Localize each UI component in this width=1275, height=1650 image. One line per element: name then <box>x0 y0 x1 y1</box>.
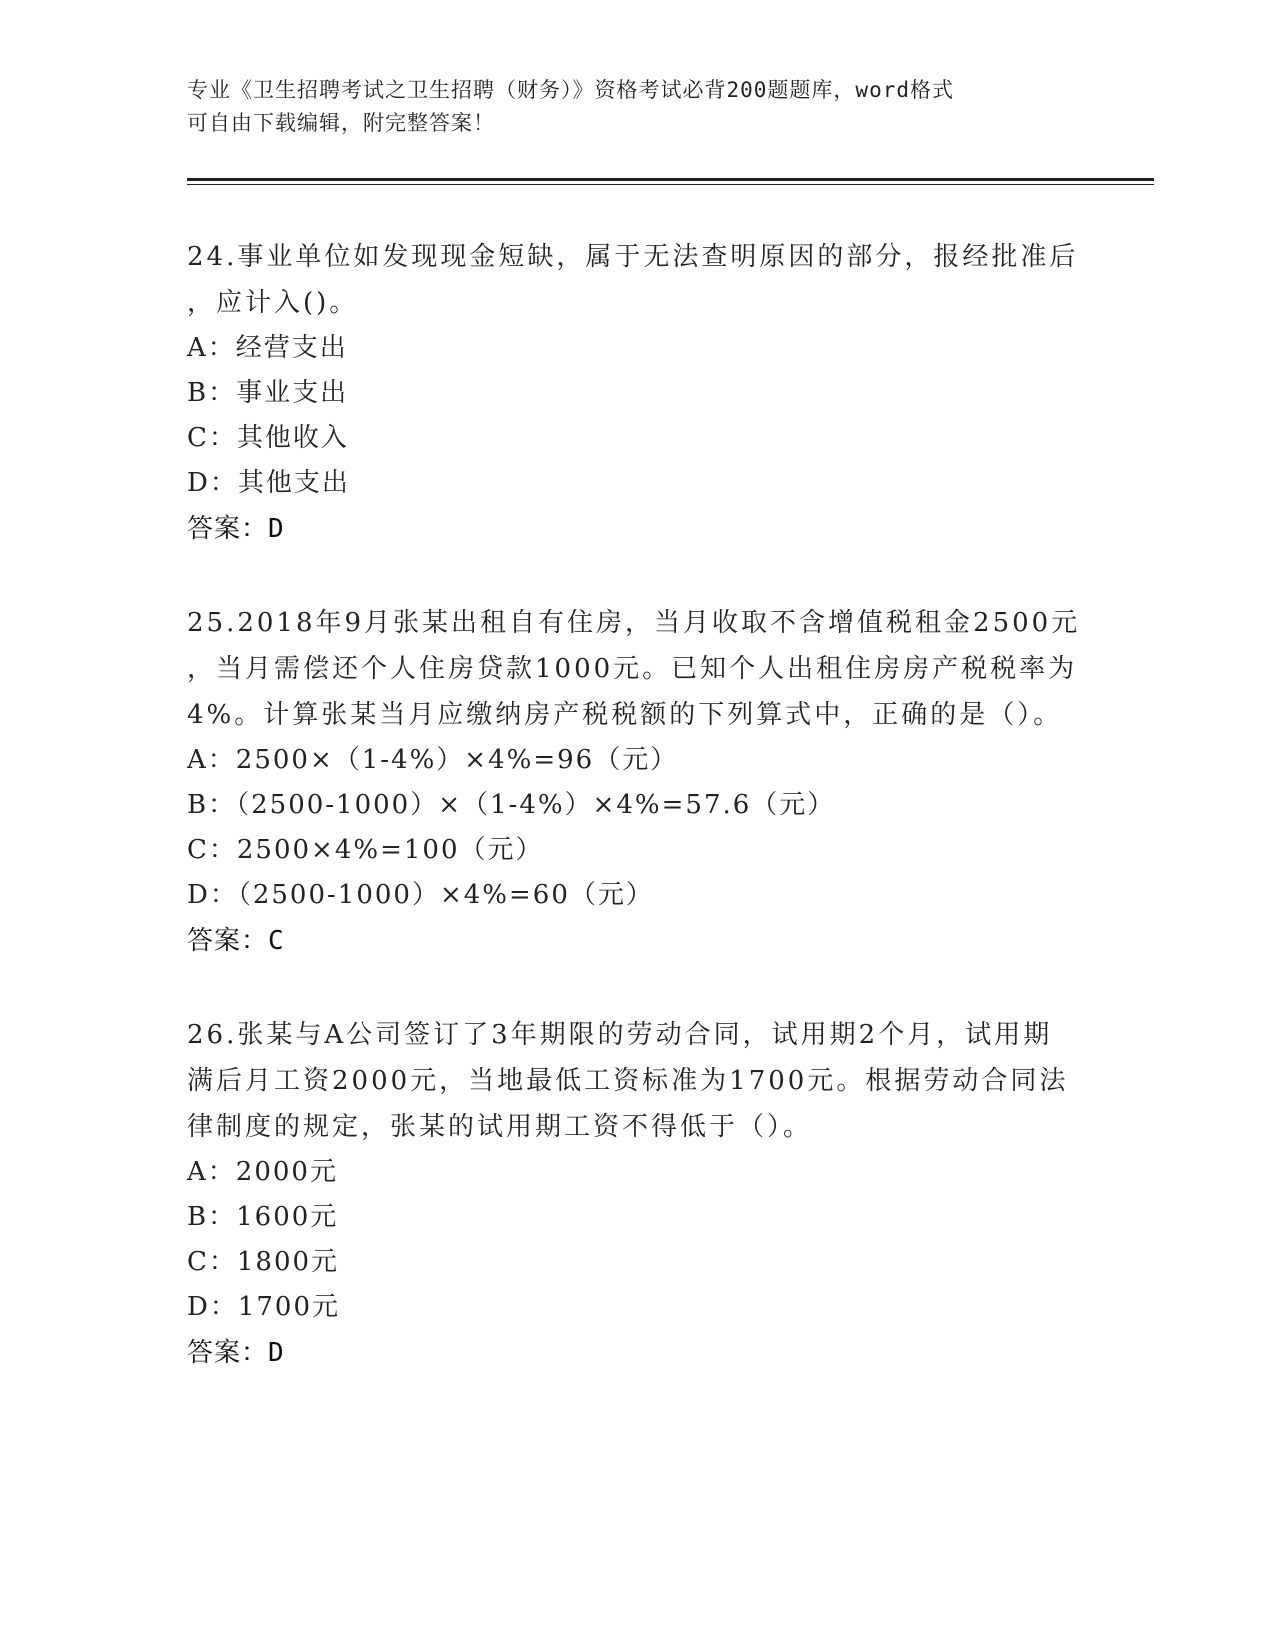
header-divider-thick <box>187 178 1154 181</box>
option-a: A：2500×（1-4%）×4%=96（元） <box>187 745 679 775</box>
answer-line: 答案：D <box>187 1338 285 1368</box>
option-d: D：（2500-1000）×4%=60（元） <box>187 880 654 910</box>
question-stem-line: ，应计入()。 <box>187 288 359 318</box>
option-d: D：1700元 <box>187 1292 341 1322</box>
question-stem-line: 24.事业单位如发现现金短缺，属于无法查明原因的部分，报经批准后 <box>187 242 1079 272</box>
option-c: C：2500×4%=100（元） <box>187 835 544 865</box>
question-stem-line: 律制度的规定，张某的试用期工资不得低于（）。 <box>187 1112 813 1142</box>
answer-line: 答案：C <box>187 926 285 956</box>
option-a: A：2000元 <box>187 1157 338 1187</box>
header-line-2: 可自由下载编辑，附完整答案！ <box>187 111 495 135</box>
question-24 <box>187 234 1087 552</box>
question-stem-line: ，当月需偿还个人住房贷款1000元。已知个人出租住房房产税税率为 <box>187 654 1078 684</box>
option-c: C：1800元 <box>187 1247 340 1277</box>
option-c: C：其他收入 <box>187 423 349 453</box>
question-25 <box>187 600 1087 964</box>
question-stem-line: 满后月工资2000元，当地最低工资标准为1700元。根据劳动合同法 <box>187 1066 1069 1096</box>
header-line-1: 专业《卫生招聘考试之卫生招聘（财务）》资格考试必背200题题库，word格式 <box>187 78 954 102</box>
option-b: B：（2500-1000）×（1-4%）×4%=57.6（元） <box>187 790 836 820</box>
header-divider-thin <box>187 184 1154 185</box>
question-stem-line: 25.2018年9月张某出租自有住房，当月收取不含增值税租金2500元 <box>187 608 1081 638</box>
option-d: D：其他支出 <box>187 468 350 498</box>
answer-line: 答案：D <box>187 514 285 544</box>
question-stem-line: 26.张某与A公司签订了3年期限的劳动合同，试用期2个月，试用期 <box>187 1020 1053 1050</box>
question-stem-line: 4%。计算张某当月应缴纳房产税税额的下列算式中，正确的是（）。 <box>187 700 1063 730</box>
option-a: A：经营支出 <box>187 333 348 363</box>
option-b: B：1600元 <box>187 1202 339 1232</box>
option-b: B：事业支出 <box>187 378 349 408</box>
question-26 <box>187 1012 1087 1376</box>
document-header <box>187 74 1067 140</box>
question-list <box>187 234 1087 1424</box>
